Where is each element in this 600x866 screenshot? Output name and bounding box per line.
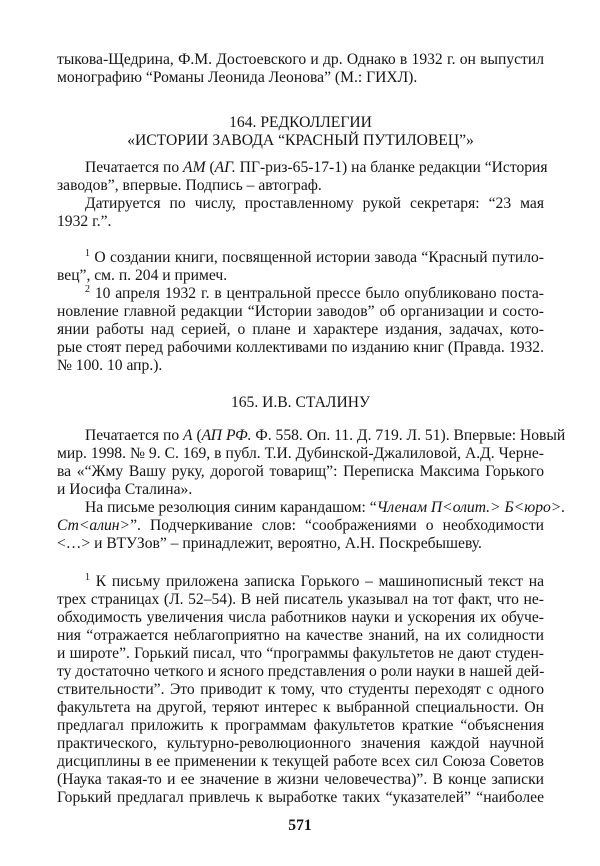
text-line: заводов”, впервые. Подпись – автограф. [57, 177, 322, 194]
text-line [57, 427, 566, 445]
text-segment: Печатается по [85, 159, 184, 176]
footnote-marker: 1 [85, 572, 90, 583]
text-line: янии работы над серией, о плане и характере издания, задачах, кото- [57, 321, 544, 338]
text-line: <…> и ВТУЗов” – принадлежит, вероятно, А.Н. Поскребышеву. [57, 535, 482, 552]
text-line: и Иосифа Сталина». [57, 481, 193, 498]
text-segment: 10 апреля 1932 г. в центральной прессе было опубликовано поста- [90, 285, 544, 302]
text-line: предлагал приложить к программам факультетов краткие “объяснения [57, 717, 544, 734]
text-line: новление главной редакции “Истории заводов” об организации и состо- [57, 303, 544, 320]
text-segment: ( [205, 159, 215, 176]
text-line [57, 517, 544, 535]
text-line: № 100. 10 апр.). [57, 357, 163, 374]
footnotes-164 [57, 249, 544, 375]
italic-text: АГ. [214, 159, 236, 176]
text-line: 165. И.В. СТАЛИНУ [230, 394, 371, 411]
source-note-165 [57, 427, 566, 553]
page-number: 571 [288, 817, 312, 834]
italic-text: АП РФ. [201, 427, 252, 444]
footnotes-165 [57, 573, 544, 807]
text-line: 164. РЕДКОЛЛЕГИИ [229, 114, 372, 131]
text-line: (Наука такая-то и ее значение в жизни человечества)”. В конце записки [57, 771, 544, 788]
text-line [57, 159, 548, 177]
text-line: ту достаточно четкого и ясного представления о роли науки в нашей дей- [57, 663, 545, 680]
text-line [57, 573, 544, 591]
text-segment: Печатается по [85, 427, 184, 444]
text-line: факультета на другой, теряют интерес к выбранной специальности. Он [57, 699, 544, 716]
text-line [57, 249, 544, 267]
text-line: ва «“Жму Вашу руку, дорогой товарищ”: Переписка Максима Горького [57, 463, 544, 480]
section-heading-164 [57, 114, 544, 150]
source-note-164 [57, 159, 548, 231]
text-segment: Ф. 558. Оп. 11. Д. 719. Л. 51). Впервые: Новый [251, 427, 566, 444]
text-segment: ”. Подчеркивание слов: “соображениями о необходимости [130, 517, 544, 534]
text-line: Горький предлагал привлечь к выработке таких “указателей” “наиболее [57, 789, 544, 806]
text-segment: К письму приложена записка Горького – машинописный текст на [90, 573, 544, 590]
text-line: вец”, см. п. 204 и примеч. [57, 267, 228, 284]
text-line: «ИСТОРИИ ЗАВОДА “КРАСНЫЙ ПУТИЛОВЕЦ”» [127, 132, 474, 149]
text-line: монографию “Романы Леонида Леонова” (М.: ГИХЛ). [57, 69, 418, 86]
text-segment: О создании книги, посвященной истории завода “Красный путило- [90, 249, 544, 266]
section-heading-165 [57, 394, 544, 412]
text-line: ния “отражается неблагоприятно на качестве знаний, на их солидности [57, 627, 544, 644]
text-line: трех страницах (Л. 52–54). В ней писатель указывал на тот факт, что не- [57, 591, 544, 608]
text-line: тыкова-Щедрина, Ф.М. Достоевского и др. Однако в 1932 г. он выпустил [57, 51, 544, 68]
text-line [57, 499, 566, 517]
continuation-paragraph [57, 51, 544, 87]
text-segment: ( [192, 427, 202, 444]
footnote-marker: 1 [85, 248, 90, 259]
text-segment: ПГ-риз-65-17-1) на бланке редакции “История [235, 159, 548, 176]
text-line: рые стоят перед рабочими коллективами по изданию книг (Правда. 1932. [57, 339, 544, 356]
text-line [57, 285, 544, 303]
text-line: Датируется по числу, проставленному рукой секретаря: “23 мая [85, 195, 544, 212]
text-line: обходимость увеличения числа работников науки и ускорения их обуче- [57, 609, 544, 626]
text-line: и широте”. Горький писал, что “программы факультетов не дают студен- [57, 645, 544, 662]
text-line: практического, культурно-революционного значения каждой научной [57, 735, 544, 752]
text-line: дисциплины в ее применении к текущей работе всех сил Союза Советов [57, 753, 544, 770]
text-segment: На письме резолюция синим карандашом: “ [85, 499, 377, 516]
text-line: ствительности”. Это приводит к тому, что студенты переходят с одного [57, 681, 544, 698]
italic-text: Ст<алин> [57, 517, 131, 534]
footnote-marker: 2 [85, 284, 90, 295]
text-line: 1932 г.”. [57, 213, 112, 230]
text-line: мир. 1998. № 9. С. 169, в публ. Т.И. Дубинской-Джалиловой, А.Д. Черне- [57, 445, 544, 462]
italic-text: АМ [183, 159, 206, 176]
italic-text: А [183, 427, 193, 444]
italic-text: Членам П<олит.> Б<юро>. [376, 499, 566, 516]
